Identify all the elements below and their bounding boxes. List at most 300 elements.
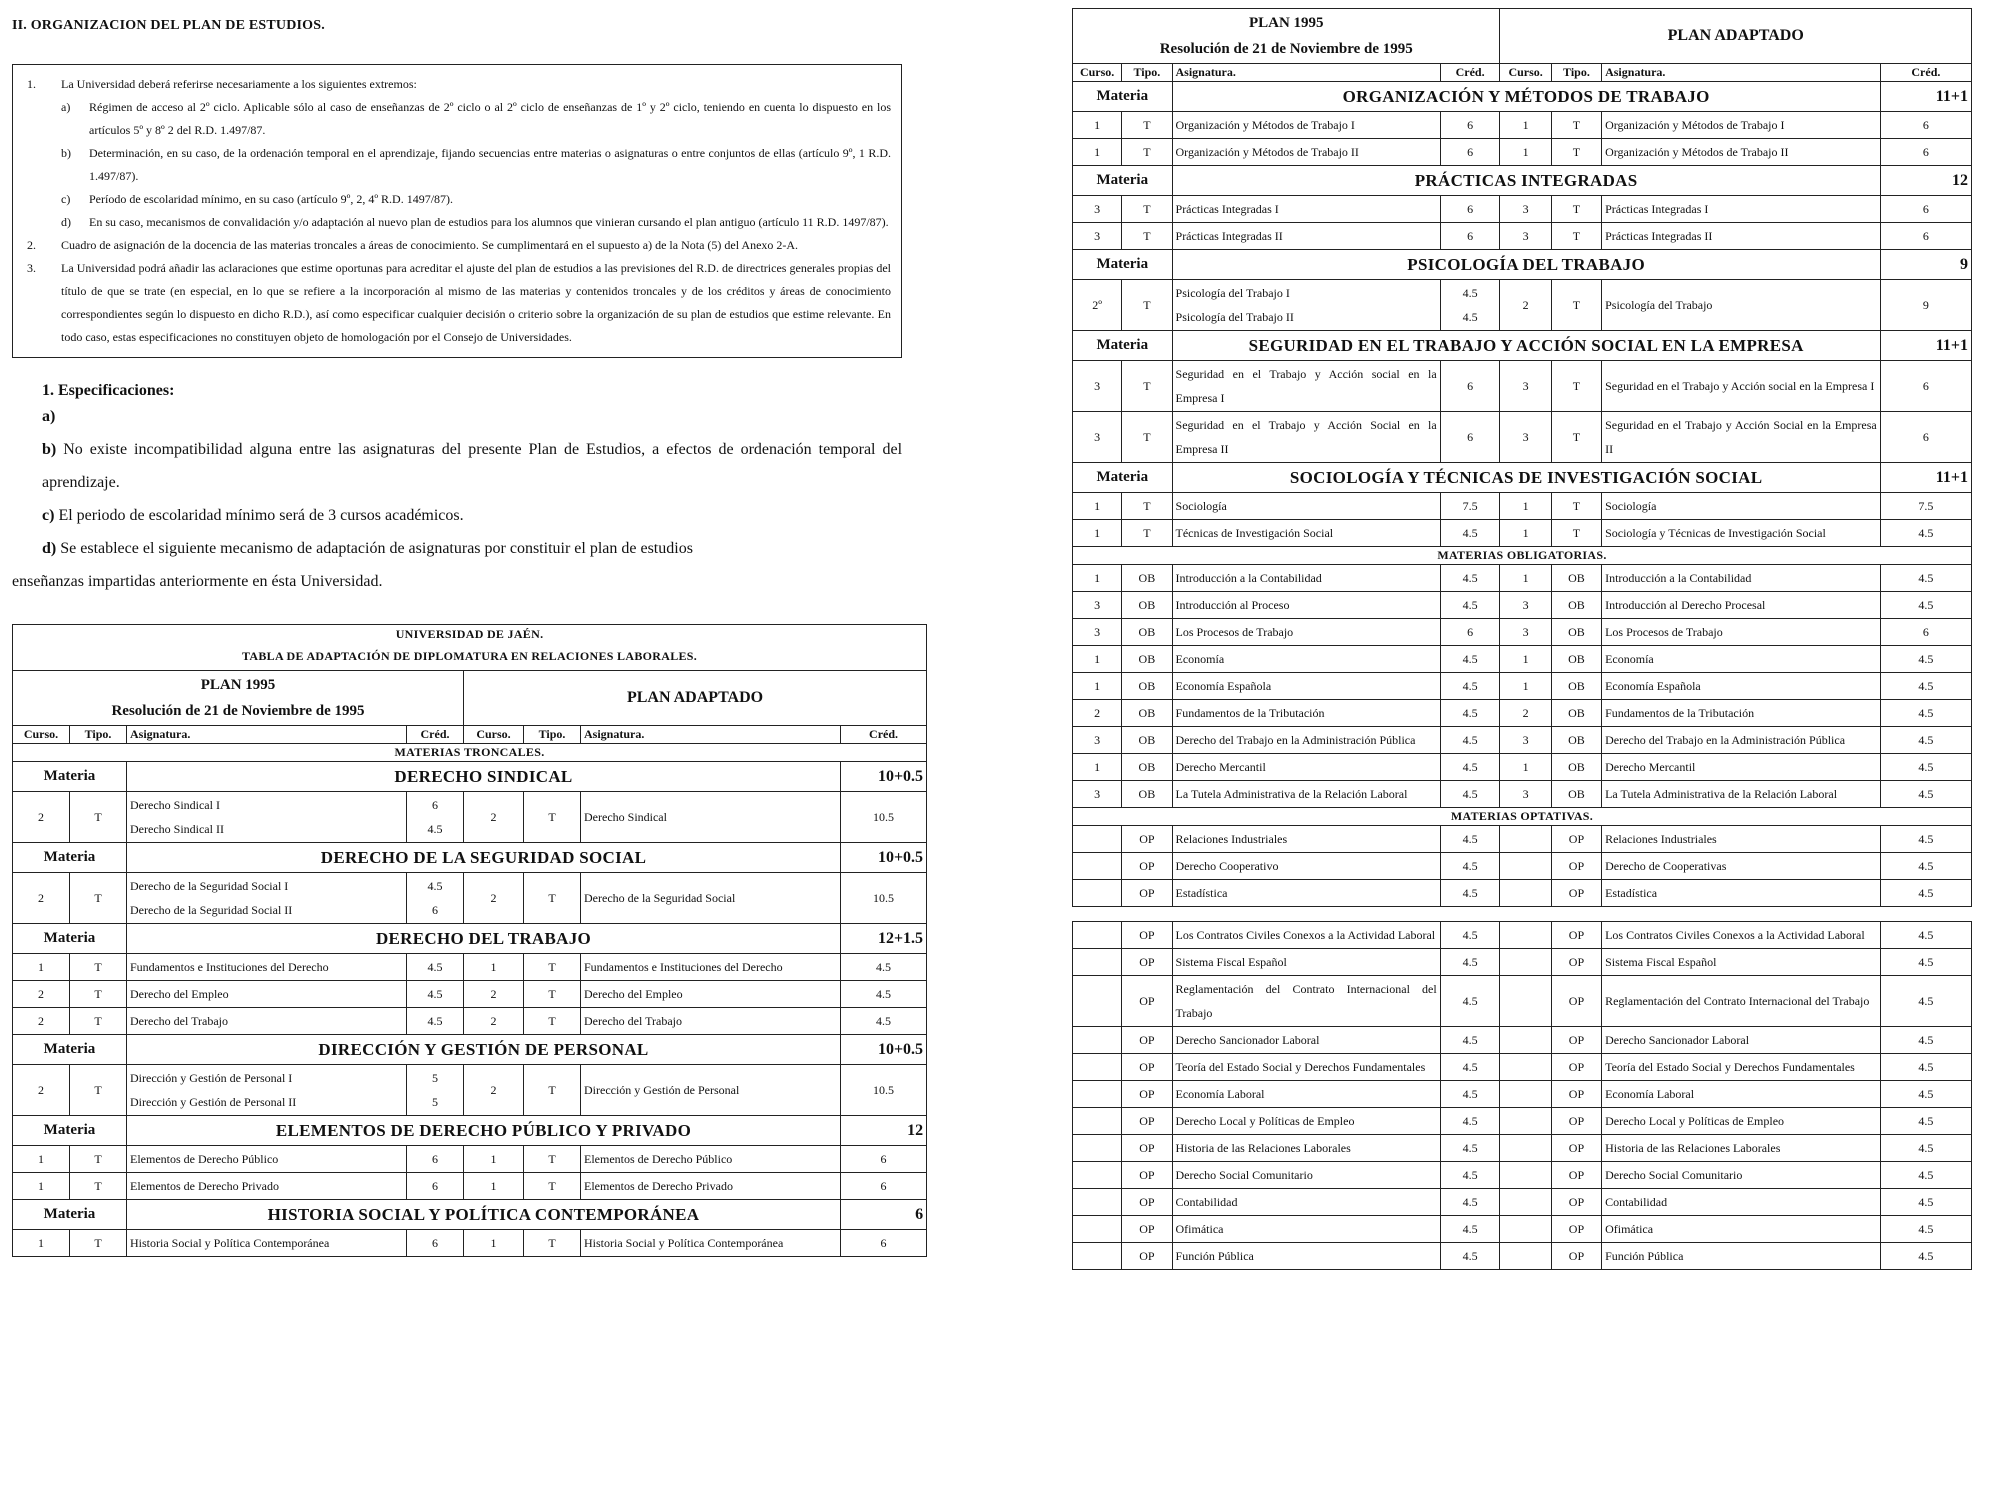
- asignatura-cell: Historia Social y Política Contemporánea: [127, 1230, 407, 1257]
- credits-cell: 6: [1440, 223, 1500, 250]
- curso-cell: 2: [1500, 700, 1551, 727]
- credits-cell: 6: [1440, 139, 1500, 166]
- note-item: [27, 73, 891, 96]
- tipo-cell: OP: [1122, 1216, 1172, 1243]
- curso-cell: 1: [1073, 112, 1122, 139]
- spec-a-label: a): [42, 408, 56, 425]
- asignatura-cell: Derecho Cooperativo: [1172, 853, 1440, 880]
- col-curso: Curso.: [464, 726, 524, 744]
- tipo-cell: T: [1551, 280, 1601, 331]
- asignatura-cell: Historia de las Relaciones Laborales: [1602, 1135, 1881, 1162]
- credits-cell: 4.5: [1880, 754, 1971, 781]
- curso-cell: [1073, 1162, 1122, 1189]
- asignatura-cell: Organización y Métodos de Trabajo II: [1602, 139, 1881, 166]
- curso-cell: 3: [1073, 412, 1122, 463]
- credits-cell: 4.5: [1880, 1108, 1971, 1135]
- asignatura-cell: Teoría del Estado Social y Derechos Fundamentales: [1602, 1054, 1881, 1081]
- curso-cell: [1073, 1216, 1122, 1243]
- tipo-cell: T: [524, 1008, 581, 1035]
- asignatura-cell: Técnicas de Investigación Social: [1172, 520, 1440, 547]
- asignatura-cell: Derecho de la Seguridad Social: [581, 873, 841, 924]
- tipo-cell: OB: [1122, 592, 1172, 619]
- table-title-university: UNIVERSIDAD DE JAÉN.: [13, 625, 927, 644]
- note-item: [27, 96, 891, 142]
- materia-name: ORGANIZACIÓN Y MÉTODOS DE TRABAJO: [1172, 82, 1880, 112]
- asignatura-cell: Derecho Social Comunitario: [1172, 1162, 1440, 1189]
- tipo-cell: OP: [1551, 1162, 1601, 1189]
- curso-cell: [1073, 1108, 1122, 1135]
- credits-cell: 6: [1880, 196, 1971, 223]
- tipo-cell: OB: [1551, 781, 1601, 808]
- asignatura-cell: [127, 1065, 407, 1116]
- note-text: La Universidad podrá añadir las aclaraciones que estime oportunas para acreditar el ajuste del plan de estudios a las previsiones del R.D. de directrices generales propias del título de que se trate (en especial, en lo que se refiere a la incorporación al mismo de las materias y contenidos troncales y de los créditos y áreas de conocimiento correspondientes según lo dispuesto en dicho R.D.), así como especificar cualquier decisión o criterio sobre la organización de su plan de estudios que estime relevante. En todo caso, estas especificaciones no constituyen objeto de homologación por el Consejo de Universidades.: [61, 261, 891, 344]
- subject-row: [1073, 1162, 1972, 1189]
- subject-row: [1073, 196, 1972, 223]
- materia-label: Materia: [1073, 82, 1173, 112]
- subject-row: [1073, 853, 1972, 880]
- credits-cell: 6: [1880, 223, 1971, 250]
- asignatura-cell: Economía Laboral: [1172, 1081, 1440, 1108]
- credits-cell: 4.5: [1440, 826, 1500, 853]
- credits-cell: 6: [1880, 619, 1971, 646]
- note-number: 3.: [27, 261, 36, 275]
- tipo-cell: T: [1122, 493, 1172, 520]
- materia-label: Materia: [1073, 250, 1173, 280]
- note-text: Determinación, en su caso, de la ordenación temporal en el aprendizaje, fijando secuencias entre materias o asignaturas o entre conjuntos de ellas (artículo 9º, 1 R.D. 1.497/87).: [89, 146, 891, 183]
- asignatura-cell: Derecho del Empleo: [127, 981, 407, 1008]
- left-adaptation-table: [12, 624, 927, 1257]
- tipo-cell: OP: [1551, 1135, 1601, 1162]
- tipo-cell: OP: [1551, 1054, 1601, 1081]
- asignatura-cell: Economía Laboral: [1602, 1081, 1881, 1108]
- asignatura-cell: Sociología: [1172, 493, 1440, 520]
- materia-row: [13, 762, 927, 792]
- group-heading: MATERIAS OPTATIVAS.: [1073, 808, 1972, 826]
- materia-name: SEGURIDAD EN EL TRABAJO Y ACCIÓN SOCIAL EN LA EMPRESA: [1172, 331, 1880, 361]
- subject-row: [13, 1230, 927, 1257]
- tipo-cell: T: [1551, 223, 1601, 250]
- tipo-cell: OB: [1551, 727, 1601, 754]
- asignatura-cell: Introducción al Proceso: [1172, 592, 1440, 619]
- asignatura-cell-line: Psicología del Trabajo II: [1175, 310, 1294, 324]
- credits-cell: 6: [1440, 361, 1500, 412]
- curso-cell: 1: [13, 954, 70, 981]
- asignatura-cell: Economía Española: [1602, 673, 1881, 700]
- credits-cell: 6: [841, 1230, 927, 1257]
- tipo-cell: OP: [1122, 1027, 1172, 1054]
- curso-cell: 1: [1073, 646, 1122, 673]
- notes-box: [12, 64, 902, 358]
- subject-row: [1073, 619, 1972, 646]
- asignatura-cell: Elementos de Derecho Público: [127, 1146, 407, 1173]
- credits-cell: 4.5: [1440, 1027, 1500, 1054]
- curso-cell: [1500, 1081, 1551, 1108]
- tipo-cell: T: [70, 792, 127, 843]
- materia-name: DERECHO DE LA SEGURIDAD SOCIAL: [127, 843, 841, 873]
- materia-name: DIRECCIÓN Y GESTIÓN DE PERSONAL: [127, 1035, 841, 1065]
- credits-cell-line: 6: [432, 798, 438, 812]
- plan-1995-header: [13, 671, 464, 726]
- materia-name: PRÁCTICAS INTEGRADAS: [1172, 166, 1880, 196]
- tipo-cell: T: [70, 981, 127, 1008]
- subject-row: [1073, 361, 1972, 412]
- credits-cell: 4.5: [1880, 646, 1971, 673]
- asignatura-cell: Derecho Local y Políticas de Empleo: [1602, 1108, 1881, 1135]
- tipo-cell: OP: [1551, 1108, 1601, 1135]
- curso-cell: [1073, 826, 1122, 853]
- tipo-cell: OP: [1122, 1162, 1172, 1189]
- tipo-cell: T: [1122, 112, 1172, 139]
- note-number: 2.: [27, 238, 36, 252]
- tipo-cell: T: [1551, 361, 1601, 412]
- credits-cell: 6: [1880, 139, 1971, 166]
- materia-credits: 10+0.5: [841, 762, 927, 792]
- asignatura-cell: Derecho de Cooperativas: [1602, 853, 1881, 880]
- curso-cell: 2: [464, 981, 524, 1008]
- tipo-cell: OP: [1122, 949, 1172, 976]
- col-curso: Curso.: [1073, 64, 1122, 82]
- credits-cell: 9: [1880, 280, 1971, 331]
- tipo-cell: OB: [1122, 781, 1172, 808]
- curso-cell: 3: [1073, 727, 1122, 754]
- curso-cell: 3: [1500, 727, 1551, 754]
- credits-cell: 4.5: [1880, 1216, 1971, 1243]
- tipo-cell: T: [1122, 280, 1172, 331]
- curso-cell: [1073, 880, 1122, 907]
- tipo-cell: T: [524, 1146, 581, 1173]
- credits-cell: 4.5: [1440, 646, 1500, 673]
- asignatura-cell: Psicología del Trabajo: [1602, 280, 1881, 331]
- note-number: b): [61, 146, 71, 160]
- subject-row: [13, 1173, 927, 1200]
- tipo-cell: T: [1122, 223, 1172, 250]
- curso-cell: [1500, 922, 1551, 949]
- spec-d: [12, 532, 902, 565]
- asignatura-cell: Relaciones Industriales: [1602, 826, 1881, 853]
- tipo-cell: T: [524, 1065, 581, 1116]
- tipo-cell: OP: [1551, 880, 1601, 907]
- materia-credits: 6: [841, 1200, 927, 1230]
- note-item: [27, 188, 891, 211]
- spec-d-continuation: enseñanzas impartidas anteriormente en ésta Universidad.: [12, 573, 383, 590]
- materia-label: Materia: [13, 1200, 127, 1230]
- materia-label: Materia: [1073, 463, 1173, 493]
- credits-cell: 4.5: [1440, 1189, 1500, 1216]
- credits-cell: 4.5: [1880, 1135, 1971, 1162]
- plan-adapted-header: PLAN ADAPTADO: [1500, 9, 1972, 64]
- asignatura-cell: Organización y Métodos de Trabajo I: [1172, 112, 1440, 139]
- subject-row: [13, 873, 927, 924]
- asignatura-cell: Derecho Sindical: [581, 792, 841, 843]
- curso-cell: 2: [1073, 700, 1122, 727]
- asignatura-cell: Prácticas Integradas I: [1602, 196, 1881, 223]
- credits-cell: 4.5: [1440, 565, 1500, 592]
- credits-cell: 4.5: [1880, 565, 1971, 592]
- asignatura-cell: Sistema Fiscal Español: [1602, 949, 1881, 976]
- credits-cell: 6: [841, 1173, 927, 1200]
- tipo-cell: T: [1551, 493, 1601, 520]
- materia-label: Materia: [13, 1116, 127, 1146]
- tipo-cell: OB: [1122, 619, 1172, 646]
- materia-credits: 9: [1880, 250, 1971, 280]
- credits-cell-line: 4.5: [427, 879, 443, 893]
- credits-cell: 7.5: [1440, 493, 1500, 520]
- curso-cell: 1: [464, 1173, 524, 1200]
- subject-row: [13, 1008, 927, 1035]
- subject-row: [1073, 976, 1972, 1027]
- credits-cell: 10.5: [841, 1065, 927, 1116]
- asignatura-cell: Los Procesos de Trabajo: [1602, 619, 1881, 646]
- tipo-cell: T: [1122, 361, 1172, 412]
- subject-row: [1073, 1135, 1972, 1162]
- curso-cell: 1: [464, 954, 524, 981]
- subject-row: [1073, 1189, 1972, 1216]
- asignatura-cell: Fundamentos e Instituciones del Derecho: [127, 954, 407, 981]
- credits-cell-line: 4.5: [1462, 286, 1478, 300]
- asignatura-cell: Ofimática: [1172, 1216, 1440, 1243]
- plan-adapted-header: PLAN ADAPTADO: [464, 671, 927, 726]
- curso-cell: 3: [1073, 361, 1122, 412]
- col-cred: Créd.: [407, 726, 464, 744]
- tipo-cell: T: [1551, 196, 1601, 223]
- curso-cell: [1500, 1243, 1551, 1270]
- curso-cell: [1073, 1189, 1122, 1216]
- subject-row: [1073, 727, 1972, 754]
- credits-cell: 4.5: [841, 981, 927, 1008]
- credits-cell: 4.5: [1440, 1243, 1500, 1270]
- curso-cell: 3: [1500, 781, 1551, 808]
- note-number: c): [61, 192, 71, 206]
- note-text: Período de escolaridad mínimo, en su caso (artículo 9º, 2, 4º R.D. 1497/87).: [89, 192, 454, 206]
- note-text: En su caso, mecanismos de convalidación y/o adaptación al nuevo plan de estudios para los alumnos que vinieran cursando el plan antiguo (artículo 11 R.D. 1497/87).: [89, 215, 889, 229]
- tipo-cell: OB: [1551, 565, 1601, 592]
- asignatura-cell: Organización y Métodos de Trabajo I: [1602, 112, 1881, 139]
- materia-name: DERECHO DEL TRABAJO: [127, 924, 841, 954]
- curso-cell: 1: [1500, 112, 1551, 139]
- curso-cell: 2: [13, 873, 70, 924]
- tipo-cell: OB: [1551, 754, 1601, 781]
- materia-credits: 12: [1880, 166, 1971, 196]
- materia-credits: 10+0.5: [841, 1035, 927, 1065]
- subject-row: [1073, 565, 1972, 592]
- credits-cell: 4.5: [407, 1008, 464, 1035]
- credits-cell: 6: [407, 1146, 464, 1173]
- credits-cell: 4.5: [1880, 673, 1971, 700]
- credits-cell: 4.5: [1440, 1162, 1500, 1189]
- asignatura-cell: Derecho Mercantil: [1172, 754, 1440, 781]
- materia-name: HISTORIA SOCIAL Y POLÍTICA CONTEMPORÁNEA: [127, 1200, 841, 1230]
- curso-cell: 1: [1500, 139, 1551, 166]
- asignatura-cell: La Tutela Administrativa de la Relación Laboral: [1602, 781, 1881, 808]
- curso-cell: [1073, 1054, 1122, 1081]
- tipo-cell: OP: [1122, 1054, 1172, 1081]
- credits-cell: 10.5: [841, 873, 927, 924]
- tipo-cell: OP: [1122, 922, 1172, 949]
- asignatura-cell: Elementos de Derecho Privado: [581, 1173, 841, 1200]
- col-curso: Curso.: [13, 726, 70, 744]
- asignatura-cell: Introducción a la Contabilidad: [1602, 565, 1881, 592]
- credits-cell: 4.5: [1880, 700, 1971, 727]
- subject-row: [1073, 223, 1972, 250]
- curso-cell: 2: [13, 792, 70, 843]
- tipo-cell: OP: [1122, 1108, 1172, 1135]
- credits-cell: 6: [407, 1230, 464, 1257]
- asignatura-cell: Reglamentación del Contrato Internacional del Trabajo: [1602, 976, 1881, 1027]
- tipo-cell: OP: [1551, 949, 1601, 976]
- tipo-cell: OB: [1122, 727, 1172, 754]
- credits-cell: 4.5: [841, 1008, 927, 1035]
- tipo-cell: OP: [1551, 922, 1601, 949]
- asignatura-cell: Fundamentos de la Tributación: [1602, 700, 1881, 727]
- asignatura-cell: Derecho del Trabajo: [581, 1008, 841, 1035]
- tipo-cell: OB: [1551, 700, 1601, 727]
- asignatura-cell: Sociología: [1602, 493, 1881, 520]
- asignatura-cell: [127, 873, 407, 924]
- tipo-cell: T: [1551, 112, 1601, 139]
- subject-row: [1073, 673, 1972, 700]
- group-row: [1073, 547, 1972, 565]
- tipo-cell: OP: [1551, 826, 1601, 853]
- tipo-cell: T: [524, 981, 581, 1008]
- tipo-cell: T: [70, 1146, 127, 1173]
- materia-credits: 11+1: [1880, 82, 1971, 112]
- curso-cell: 2: [1500, 280, 1551, 331]
- curso-cell: 1: [1500, 646, 1551, 673]
- subject-row: [1073, 1108, 1972, 1135]
- spec-d-label: d): [42, 540, 57, 557]
- subject-row: [1073, 922, 1972, 949]
- curso-cell: 1: [1500, 565, 1551, 592]
- tipo-cell: OP: [1122, 976, 1172, 1027]
- materia-credits: 10+0.5: [841, 843, 927, 873]
- tipo-cell: T: [70, 1065, 127, 1116]
- tipo-cell: T: [70, 1173, 127, 1200]
- note-item: [27, 211, 891, 234]
- subject-row: [13, 954, 927, 981]
- credits-cell: 4.5: [1880, 949, 1971, 976]
- curso-cell: 1: [1500, 520, 1551, 547]
- tipo-cell: T: [524, 792, 581, 843]
- asignatura-cell: Contabilidad: [1602, 1189, 1881, 1216]
- credits-cell: 4.5: [1440, 853, 1500, 880]
- credits-cell-line: 4.5: [1462, 310, 1478, 324]
- curso-cell: [1073, 1027, 1122, 1054]
- note-number: 1.: [27, 77, 36, 91]
- materia-credits: 11+1: [1880, 463, 1971, 493]
- tipo-cell: OB: [1551, 592, 1601, 619]
- credits-cell: 6: [407, 1173, 464, 1200]
- curso-cell: 2: [13, 981, 70, 1008]
- credits-cell: 6: [841, 1146, 927, 1173]
- curso-cell: 3: [1500, 223, 1551, 250]
- subject-row: [1073, 1216, 1972, 1243]
- asignatura-cell: Derecho Mercantil: [1602, 754, 1881, 781]
- materia-name: ELEMENTOS DE DERECHO PÚBLICO Y PRIVADO: [127, 1116, 841, 1146]
- asignatura-cell: Prácticas Integradas I: [1172, 196, 1440, 223]
- subject-row: [13, 1146, 927, 1173]
- asignatura-cell: Función Pública: [1602, 1243, 1881, 1270]
- note-text: Cuadro de asignación de la docencia de las materias troncales a áreas de conocimiento. Se cumplimentará en el supuesto a) de la Nota (5) del Anexo 2-A.: [61, 238, 799, 252]
- curso-cell: 1: [1073, 565, 1122, 592]
- materia-row: [1073, 331, 1972, 361]
- credits-cell: [1440, 280, 1500, 331]
- curso-cell: 1: [1073, 673, 1122, 700]
- credits-cell: 6: [1440, 196, 1500, 223]
- asignatura-cell: Dirección y Gestión de Personal: [581, 1065, 841, 1116]
- curso-cell: [1500, 949, 1551, 976]
- asignatura-cell: Derecho Local y Políticas de Empleo: [1172, 1108, 1440, 1135]
- subject-row: [1073, 949, 1972, 976]
- resolution-label: Resolución de 21 de Noviembre de 1995: [111, 703, 365, 719]
- credits-cell: 4.5: [407, 954, 464, 981]
- curso-cell: 1: [1500, 673, 1551, 700]
- asignatura-cell: Sistema Fiscal Español: [1172, 949, 1440, 976]
- credits-cell: 4.5: [1880, 1027, 1971, 1054]
- materia-name: PSICOLOGÍA DEL TRABAJO: [1172, 250, 1880, 280]
- col-asignatura: Asignatura.: [127, 726, 407, 744]
- asignatura-cell: Fundamentos e Instituciones del Derecho: [581, 954, 841, 981]
- curso-cell: 2: [464, 873, 524, 924]
- curso-cell: 1: [1500, 493, 1551, 520]
- tipo-cell: OB: [1122, 673, 1172, 700]
- asignatura-cell: La Tutela Administrativa de la Relación Laboral: [1172, 781, 1440, 808]
- credits-cell: 4.5: [1440, 673, 1500, 700]
- col-tipo: Tipo.: [1551, 64, 1601, 82]
- spec-title: 1. Especificaciones:: [42, 382, 175, 399]
- materia-row: [13, 1035, 927, 1065]
- credits-cell: 4.5: [1440, 880, 1500, 907]
- spacer-cell: [1073, 907, 1972, 922]
- plan-1995-label: PLAN 1995: [200, 677, 276, 693]
- resolution-label: Resolución de 21 de Noviembre de 1995: [1159, 41, 1413, 57]
- curso-cell: 1: [1073, 493, 1122, 520]
- credits-cell: 4.5: [1440, 727, 1500, 754]
- materia-row: [13, 1116, 927, 1146]
- credits-cell: 4.5: [1440, 949, 1500, 976]
- asignatura-cell: Historia de las Relaciones Laborales: [1172, 1135, 1440, 1162]
- col-tipo: Tipo.: [70, 726, 127, 744]
- credits-cell: 4.5: [1440, 922, 1500, 949]
- credits-cell: [407, 1065, 464, 1116]
- note-number: a): [61, 100, 71, 114]
- credits-cell: 4.5: [1880, 922, 1971, 949]
- tipo-cell: T: [524, 873, 581, 924]
- asignatura-cell: Organización y Métodos de Trabajo II: [1172, 139, 1440, 166]
- credits-cell: 4.5: [1880, 781, 1971, 808]
- curso-cell: 3: [1073, 781, 1122, 808]
- col-tipo: Tipo.: [1122, 64, 1172, 82]
- curso-cell: 3: [1500, 196, 1551, 223]
- asignatura-cell: Prácticas Integradas II: [1172, 223, 1440, 250]
- asignatura-cell: Relaciones Industriales: [1172, 826, 1440, 853]
- group-heading: MATERIAS TRONCALES.: [13, 744, 927, 762]
- materia-row: [13, 843, 927, 873]
- subject-row: [1073, 826, 1972, 853]
- materia-label: Materia: [13, 924, 127, 954]
- materia-label: Materia: [1073, 166, 1173, 196]
- credits-cell: 4.5: [1440, 754, 1500, 781]
- tipo-cell: T: [524, 954, 581, 981]
- col-curso: Curso.: [1500, 64, 1551, 82]
- note-text: Régimen de acceso al 2º ciclo. Aplicable sólo al caso de enseñanzas de 2º ciclo o al 2º ciclo de enseñanzas de 1º y 2º ciclo, teniendo en cuenta lo dispuesto en los artículos 5º y 8º 2 del R.D. 1.497/87.: [89, 100, 891, 137]
- curso-cell: 1: [1073, 520, 1122, 547]
- tipo-cell: T: [70, 873, 127, 924]
- tipo-cell: OB: [1551, 619, 1601, 646]
- curso-cell: 2: [464, 1008, 524, 1035]
- credits-cell: 4.5: [1880, 1243, 1971, 1270]
- materia-row: [13, 1200, 927, 1230]
- credits-cell: 6: [1880, 112, 1971, 139]
